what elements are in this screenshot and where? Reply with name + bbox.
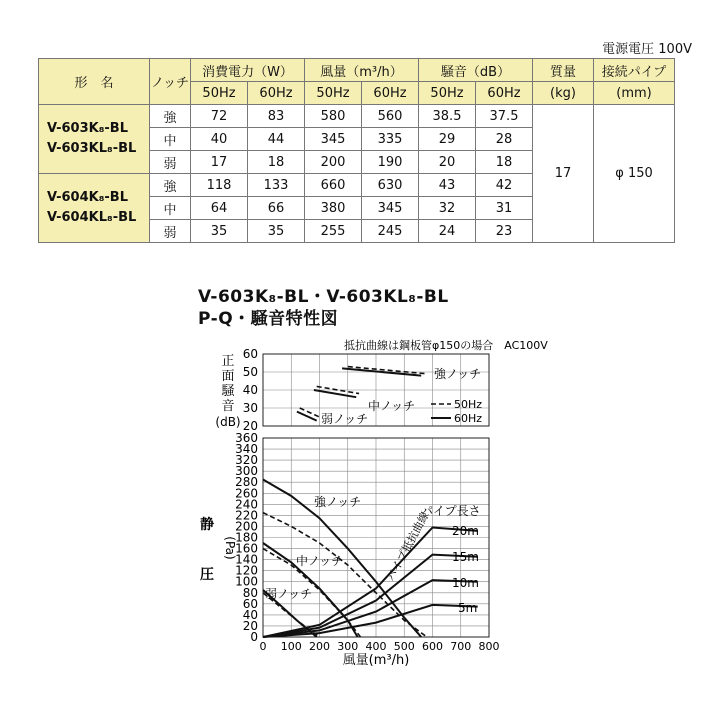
legend-label-50hz: 50Hz bbox=[454, 398, 483, 411]
pq-tick-label: 120 bbox=[235, 563, 258, 578]
pq-tick-label: 100 bbox=[235, 574, 258, 589]
header-pipe: 接続パイプ bbox=[594, 59, 675, 82]
notch-cell: 弱 bbox=[150, 151, 191, 174]
notch-cell: 中 bbox=[150, 128, 191, 151]
header-power: 消費電力（W） bbox=[191, 59, 305, 82]
header-weight-unit: (kg) bbox=[533, 82, 594, 105]
header-hz50: 50Hz bbox=[305, 82, 362, 105]
header-weight: 質量 bbox=[533, 59, 594, 82]
value-cell: 24 bbox=[419, 220, 476, 243]
pipe-resistance-curve bbox=[263, 528, 478, 638]
value-cell: 42 bbox=[476, 174, 533, 197]
pq-label-resistance: パイプ抵抗曲線 bbox=[384, 509, 432, 584]
header-pipe-unit: (mm) bbox=[594, 82, 675, 105]
pq-tick-label: 200 bbox=[235, 519, 258, 534]
noise-series-line bbox=[314, 390, 356, 397]
noise-series-line bbox=[300, 408, 320, 417]
noise-ylabel-char: 騒 bbox=[221, 384, 235, 399]
pq-tick-label: 300 bbox=[235, 464, 258, 479]
x-tick-label: 700 bbox=[450, 640, 472, 653]
noise-ylabel-char: 音 bbox=[221, 399, 235, 414]
header-model: 形 名 bbox=[39, 59, 150, 105]
value-cell: 28 bbox=[476, 128, 533, 151]
notch-cell: 中 bbox=[150, 197, 191, 220]
pq-tick-label: 160 bbox=[235, 541, 258, 556]
noise-series-line bbox=[297, 412, 317, 421]
header-notch: ノッチ bbox=[150, 59, 191, 105]
x-tick-label: 800 bbox=[478, 640, 500, 653]
header-hz60: 60Hz bbox=[476, 82, 533, 105]
pq-tick-label: 180 bbox=[235, 530, 258, 545]
notch-cell: 強 bbox=[150, 174, 191, 197]
value-cell: 190 bbox=[362, 151, 419, 174]
header-hz50: 50Hz bbox=[419, 82, 476, 105]
value-cell: 255 bbox=[305, 220, 362, 243]
pipe-length-label: 15m bbox=[452, 550, 479, 564]
value-cell: 35 bbox=[191, 220, 248, 243]
model-name: V-604KL₈-BL bbox=[47, 210, 137, 225]
noise-tick-label: 60 bbox=[242, 347, 258, 361]
noise-ylabel-unit: (dB) bbox=[215, 415, 241, 429]
model-name: V-603K₈-BL bbox=[47, 121, 129, 136]
header-hz50: 50Hz bbox=[191, 82, 248, 105]
pipe-length-label: 5m bbox=[458, 601, 478, 615]
noise-label-strong: 強ノッチ bbox=[434, 367, 482, 381]
value-cell: 133 bbox=[248, 174, 305, 197]
value-cell: 335 bbox=[362, 128, 419, 151]
value-cell: 37.5 bbox=[476, 105, 533, 128]
pq-label-weak: 弱ノッチ bbox=[265, 587, 313, 601]
value-cell: 35 bbox=[248, 220, 305, 243]
value-cell: 580 bbox=[305, 105, 362, 128]
value-cell: 18 bbox=[248, 151, 305, 174]
noise-tick-label: 50 bbox=[242, 365, 258, 379]
pq-tick-label: 0 bbox=[250, 630, 258, 644]
model-name: V-604K₈-BL bbox=[47, 190, 129, 205]
value-cell: 32 bbox=[419, 197, 476, 220]
value-cell: 118 bbox=[191, 174, 248, 197]
header-hz60: 60Hz bbox=[248, 82, 305, 105]
pq-tick-label: 140 bbox=[235, 552, 258, 567]
value-cell: 17 bbox=[191, 151, 248, 174]
x-tick-label: 600 bbox=[422, 640, 443, 653]
pq-tick-label: 60 bbox=[242, 596, 258, 611]
noise-label-weak: 弱ノッチ bbox=[321, 412, 369, 426]
noise-ylabel-char: 正 bbox=[221, 354, 235, 369]
value-cell: 66 bbox=[248, 197, 305, 220]
chart-title-subtitle: P-Q・騒音特性図 bbox=[198, 309, 339, 329]
pq-tick-label: 40 bbox=[242, 607, 258, 622]
pq-tick-label: 240 bbox=[235, 497, 258, 512]
value-cell: 345 bbox=[362, 197, 419, 220]
value-cell: 64 bbox=[191, 197, 248, 220]
value-cell: 40 bbox=[191, 128, 248, 151]
value-cell: 38.5 bbox=[419, 105, 476, 128]
value-cell: 200 bbox=[305, 151, 362, 174]
value-cell: 660 bbox=[305, 174, 362, 197]
value-cell: 43 bbox=[419, 174, 476, 197]
header-hz60: 60Hz bbox=[362, 82, 419, 105]
value-cell: 20 bbox=[419, 151, 476, 174]
pq-tick-label: 20 bbox=[242, 618, 258, 633]
pq-label-pipe-length: パイプ長さ bbox=[421, 504, 481, 518]
noise-tick-label: 30 bbox=[242, 401, 258, 415]
value-cell: 18 bbox=[476, 151, 533, 174]
value-cell: 345 bbox=[305, 128, 362, 151]
pq-tick-label: 360 bbox=[235, 431, 258, 445]
notch-cell: 弱 bbox=[150, 220, 191, 243]
x-tick-label: 0 bbox=[259, 640, 267, 653]
value-cell: 44 bbox=[248, 128, 305, 151]
value-cell: 72 bbox=[191, 105, 248, 128]
value-cell: 560 bbox=[362, 105, 419, 128]
x-tick-label: 100 bbox=[280, 640, 302, 653]
legend-label-60hz: 60Hz bbox=[454, 412, 483, 425]
chart-note: 抵抗曲線は鋼板管φ150の場合 AC100V bbox=[344, 339, 548, 352]
pq-tick-label: 260 bbox=[235, 486, 258, 501]
noise-tick-label: 40 bbox=[242, 383, 258, 397]
header-noise: 騒音（dB） bbox=[419, 59, 533, 82]
pipe-length-label: 10m bbox=[452, 576, 479, 590]
value-cell: 83 bbox=[248, 105, 305, 128]
pipe-cell: φ 150 bbox=[594, 105, 675, 243]
pq-label-medium: 中ノッチ bbox=[296, 554, 344, 568]
header-airflow: 風量（m³/h） bbox=[305, 59, 419, 82]
pq-tick-label: 340 bbox=[235, 442, 258, 457]
x-tick-label: 400 bbox=[365, 640, 387, 653]
x-tick-label: 300 bbox=[337, 640, 359, 653]
pq-ylabel-unit: (Pa) bbox=[223, 536, 237, 560]
model-name: V-603KL₈-BL bbox=[47, 141, 137, 156]
x-axis-label: 風量(m³/h) bbox=[342, 653, 410, 668]
pq-tick-label: 220 bbox=[235, 508, 258, 523]
value-cell: 23 bbox=[476, 220, 533, 243]
noise-tick-label: 20 bbox=[242, 419, 258, 433]
pq-tick-label: 280 bbox=[235, 475, 258, 490]
voltage-note: 電源電圧 100V bbox=[602, 42, 692, 57]
value-cell: 29 bbox=[419, 128, 476, 151]
notch-cell: 強 bbox=[150, 105, 191, 128]
pipe-length-label: 20m bbox=[452, 524, 479, 538]
pq-ylabel-char: 圧 bbox=[200, 567, 214, 583]
value-cell: 630 bbox=[362, 174, 419, 197]
x-tick-label: 200 bbox=[309, 640, 330, 653]
noise-ylabel-char: 面 bbox=[221, 369, 235, 384]
value-cell: 245 bbox=[362, 220, 419, 243]
value-cell: 380 bbox=[305, 197, 362, 220]
pq-tick-label: 80 bbox=[242, 585, 258, 600]
x-tick-label: 500 bbox=[393, 640, 415, 653]
pq-ylabel-char: 静 bbox=[200, 517, 214, 533]
pq-tick-label: 320 bbox=[235, 453, 258, 468]
pq-label-strong: 強ノッチ bbox=[314, 495, 362, 509]
chart-title-models: V-603K₈-BL・V-603KL₈-BL bbox=[198, 287, 449, 307]
weight-cell: 17 bbox=[533, 105, 594, 243]
noise-label-medium: 中ノッチ bbox=[368, 399, 416, 413]
value-cell: 31 bbox=[476, 197, 533, 220]
